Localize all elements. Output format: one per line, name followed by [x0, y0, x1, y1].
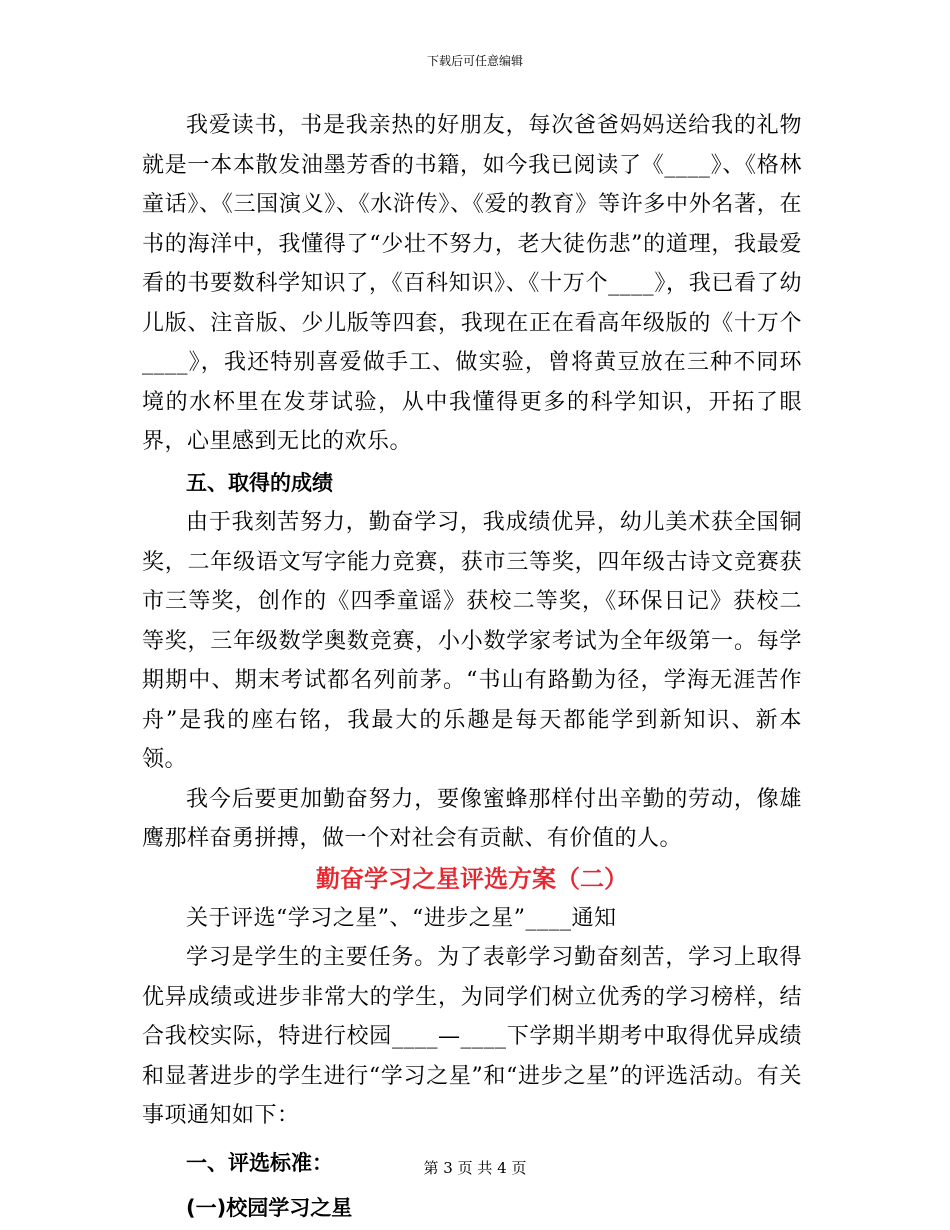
- paragraph-reading: 我爱读书，书是我亲热的好朋友，每次爸爸妈妈送给我的礼物就是一本本散发油墨芳香的书籍，如今我已阅读了《____》、《格林童话》、《三国演义》、《水浒传》、《爱的教育》等许多中外名著，在书的海洋中，我懂得了“少壮不努力，老大徒伤悲”的道理，我最爱看的书要数科学知识了，《百科知识》、《十万个____》，我已看了幼儿版、注音版、少儿版等四套，我现在正在看高年级版的《十万个____》，我还特别喜爱做手工、做实验，曾将黄豆放在三种不同环境的水杯里在发芽试验，从中我懂得更多的科学知识，开拓了眼界，心里感到无比的欢乐。: [142, 113, 802, 454]
- paragraph-notice-subject: 关于评选“学习之星”、“进步之星”____通知: [186, 905, 617, 931]
- section-heading-criteria: 一、评选标准：: [186, 1150, 333, 1175]
- paragraph-achievements: 由于我刻苦努力，勤奋学习，我成绩优异，幼儿美术获全国铜奖，二年级语文写字能力竞赛，获市三等奖，四年级古诗文竞赛获市三等奖，创作的《四季童谣》获校二等奖，《环保日记》获校二等奖，三年级数学奥数竞赛，小小数学家考试为全年级第一。每学期期中、期末考试都名列前茅。“书山有路勤为径，学海无涯苦作舟”是我的座右铭，我最大的乐趣是每天都能学到新知识、新本领。: [142, 510, 802, 772]
- page-header: 下载后可任意编辑: [426, 54, 523, 68]
- page-footer: 第 3 页 共 4 页: [423, 1159, 527, 1177]
- document-title: 勤奋学习之星评选方案（二）: [316, 864, 628, 893]
- section-heading-achievements: 五、取得的成绩: [186, 470, 333, 495]
- document-body: [142, 106, 802, 1229]
- paragraph-notice-body: 学习是学生的主要任务。为了表彰学习勤奋刻苦，学习上取得优异成绩或进步非常大的学生，为同学们树立优秀的学习榜样，结合我校实际，特进行校园____—____下学期半期考中取得优异成绩和显著进步的学生进行“学习之星”和“进步之星”的评选活动。有关事项通知如下：: [142, 945, 802, 1128]
- subsection-heading-campus-star: (一)校园学习之星: [186, 1196, 353, 1220]
- paragraph-future: 我今后要更加勤奋努力，要像蜜蜂那样付出辛勤的劳动，像雄鹰那样奋勇拼搏，做一个对社会有贡献、有价值的人。: [142, 786, 802, 851]
